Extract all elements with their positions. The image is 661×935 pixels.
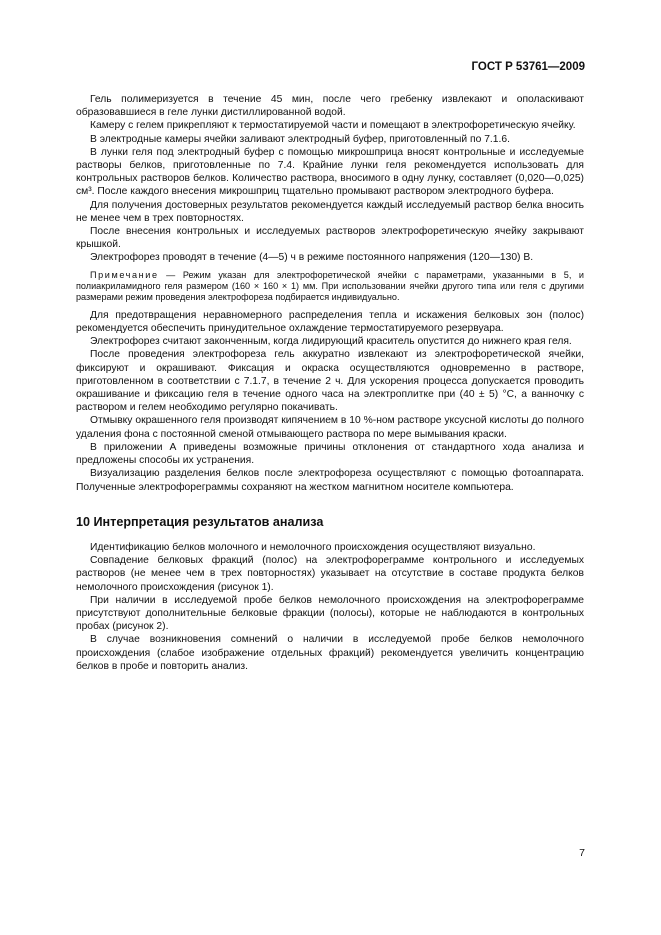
- paragraph: Электрофорез проводят в течение (4—5) ч в режиме постоянного напряжения (120—130) В.: [90, 252, 534, 264]
- paragraph: В случае возникновения сомнений о наличии в исследуемой пробе белков немолочного происхождения (слабое изображение отдельных фракций) рекомендуется увеличить концентрацию белков в пробе и повторить анализ.: [76, 634, 584, 672]
- standard-header: ГОСТ Р 53761—2009: [471, 61, 585, 73]
- paragraph: Отмывку окрашенного геля производят кипячением в 10 %-ном растворе уксусной кислоты до полного удаления фона с постоянной сменой отмывающего раствора по мере вымывания краски.: [76, 415, 584, 440]
- paragraph: После внесения контрольных и исследуемых растворов электрофоретическую ячейку закрывают крышкой.: [76, 226, 584, 251]
- note: [76, 270, 584, 304]
- paragraph: Идентификацию белков молочного и немолочного происхождения осуществляют визуально.: [90, 541, 536, 553]
- paragraph: В приложении А приведены возможные причины отклонения от стандартного хода анализа и предложены способы их устранения.: [76, 441, 584, 467]
- note-text: — Режим указан для электрофоретической ячейки с параметрами, указанными в 5, и полиакриламидного геля размером (160 × 160 × 1) мм. При использовании ячейки другого типа или геля с другими размерами режим проведения электрофореза подбирается индивидуально.: [76, 269, 584, 303]
- paragraph: В лунки геля под электродный буфер с помощью микрошприца вносят контрольные и исследуемые растворы белков, приготовленные по 7.4. Крайние лунки геля рекомендуется использовать для контрольных растворов белков. Количество раствора, вносимого в одну лунку, составляет (0,020—0,025) см³. После каждого внесения микрошприц тщательно промывают раствором электродного буфера.: [76, 146, 584, 198]
- paragraph: Электрофорез считают законченным, когда лидирующий краситель опустится до нижнего края геля.: [90, 336, 572, 348]
- paragraph: После проведения электрофореза гель аккуратно извлекают из электрофоретической ячейки, фиксируют и окрашивают. Фиксация и окраска осуществляются одновременно в растворе, приготовленном в соответствии с 7.1.7, в течение 2 ч. Для ускорения процесса допускается проводить окрашивание и фиксацию геля в течение одного часа на электроплитке при (40 ± 5) °С, а ванночку с раствором и гелем необходимо регулярно покачивать.: [76, 349, 584, 414]
- paragraph: Совпадение белковых фракций (полос) на электрофореграмме контрольного и исследуемых растворов (не менее чем в трех повторностях) указывает на отсутствие в составе продукта белков немолочного происхождения (рисунок 1).: [76, 555, 584, 593]
- page-number: 7: [579, 847, 585, 859]
- section-heading: 10 Интерпретация результатов анализа: [76, 514, 324, 529]
- paragraph: Гель полимеризуется в течение 45 мин, после чего гребенку извлекают и ополаскивают образовавшиеся в геле лунки дистиллированной водой.: [76, 94, 584, 119]
- paragraph: В электродные камеры ячейки заливают электродный буфер, приготовленный по 7.1.6.: [90, 133, 510, 145]
- note-label: Примечание: [90, 269, 159, 280]
- paragraph: Визуализацию разделения белков после электрофореза осуществляют с помощью фотоаппарата. Полученные электрофореграммы сохраняют на жестком магнитном носителе компьютера.: [76, 468, 584, 493]
- paragraph: Для получения достоверных результатов рекомендуется каждый исследуемый раствор белка вносить не менее чем в трех повторностях.: [76, 199, 584, 224]
- paragraph: При наличии в исследуемой пробе белков немолочного происхождения на электрофореграмме присутствуют дополнительные белковые фракции (полосы), которые не наблюдаются в контрольных пробах (рисунок 2).: [76, 594, 584, 633]
- paragraph: Камеру с гелем прикрепляют к термостатируемой части и помещают в электрофоретическую ячейку.: [90, 120, 576, 132]
- paragraph: Для предотвращения неравномерного распределения тепла и искажения белковых зон (полос) рекомендуется обеспечить принудительное охлаждение термостатируемого резервуара.: [76, 309, 584, 335]
- page-content: [76, 93, 584, 673]
